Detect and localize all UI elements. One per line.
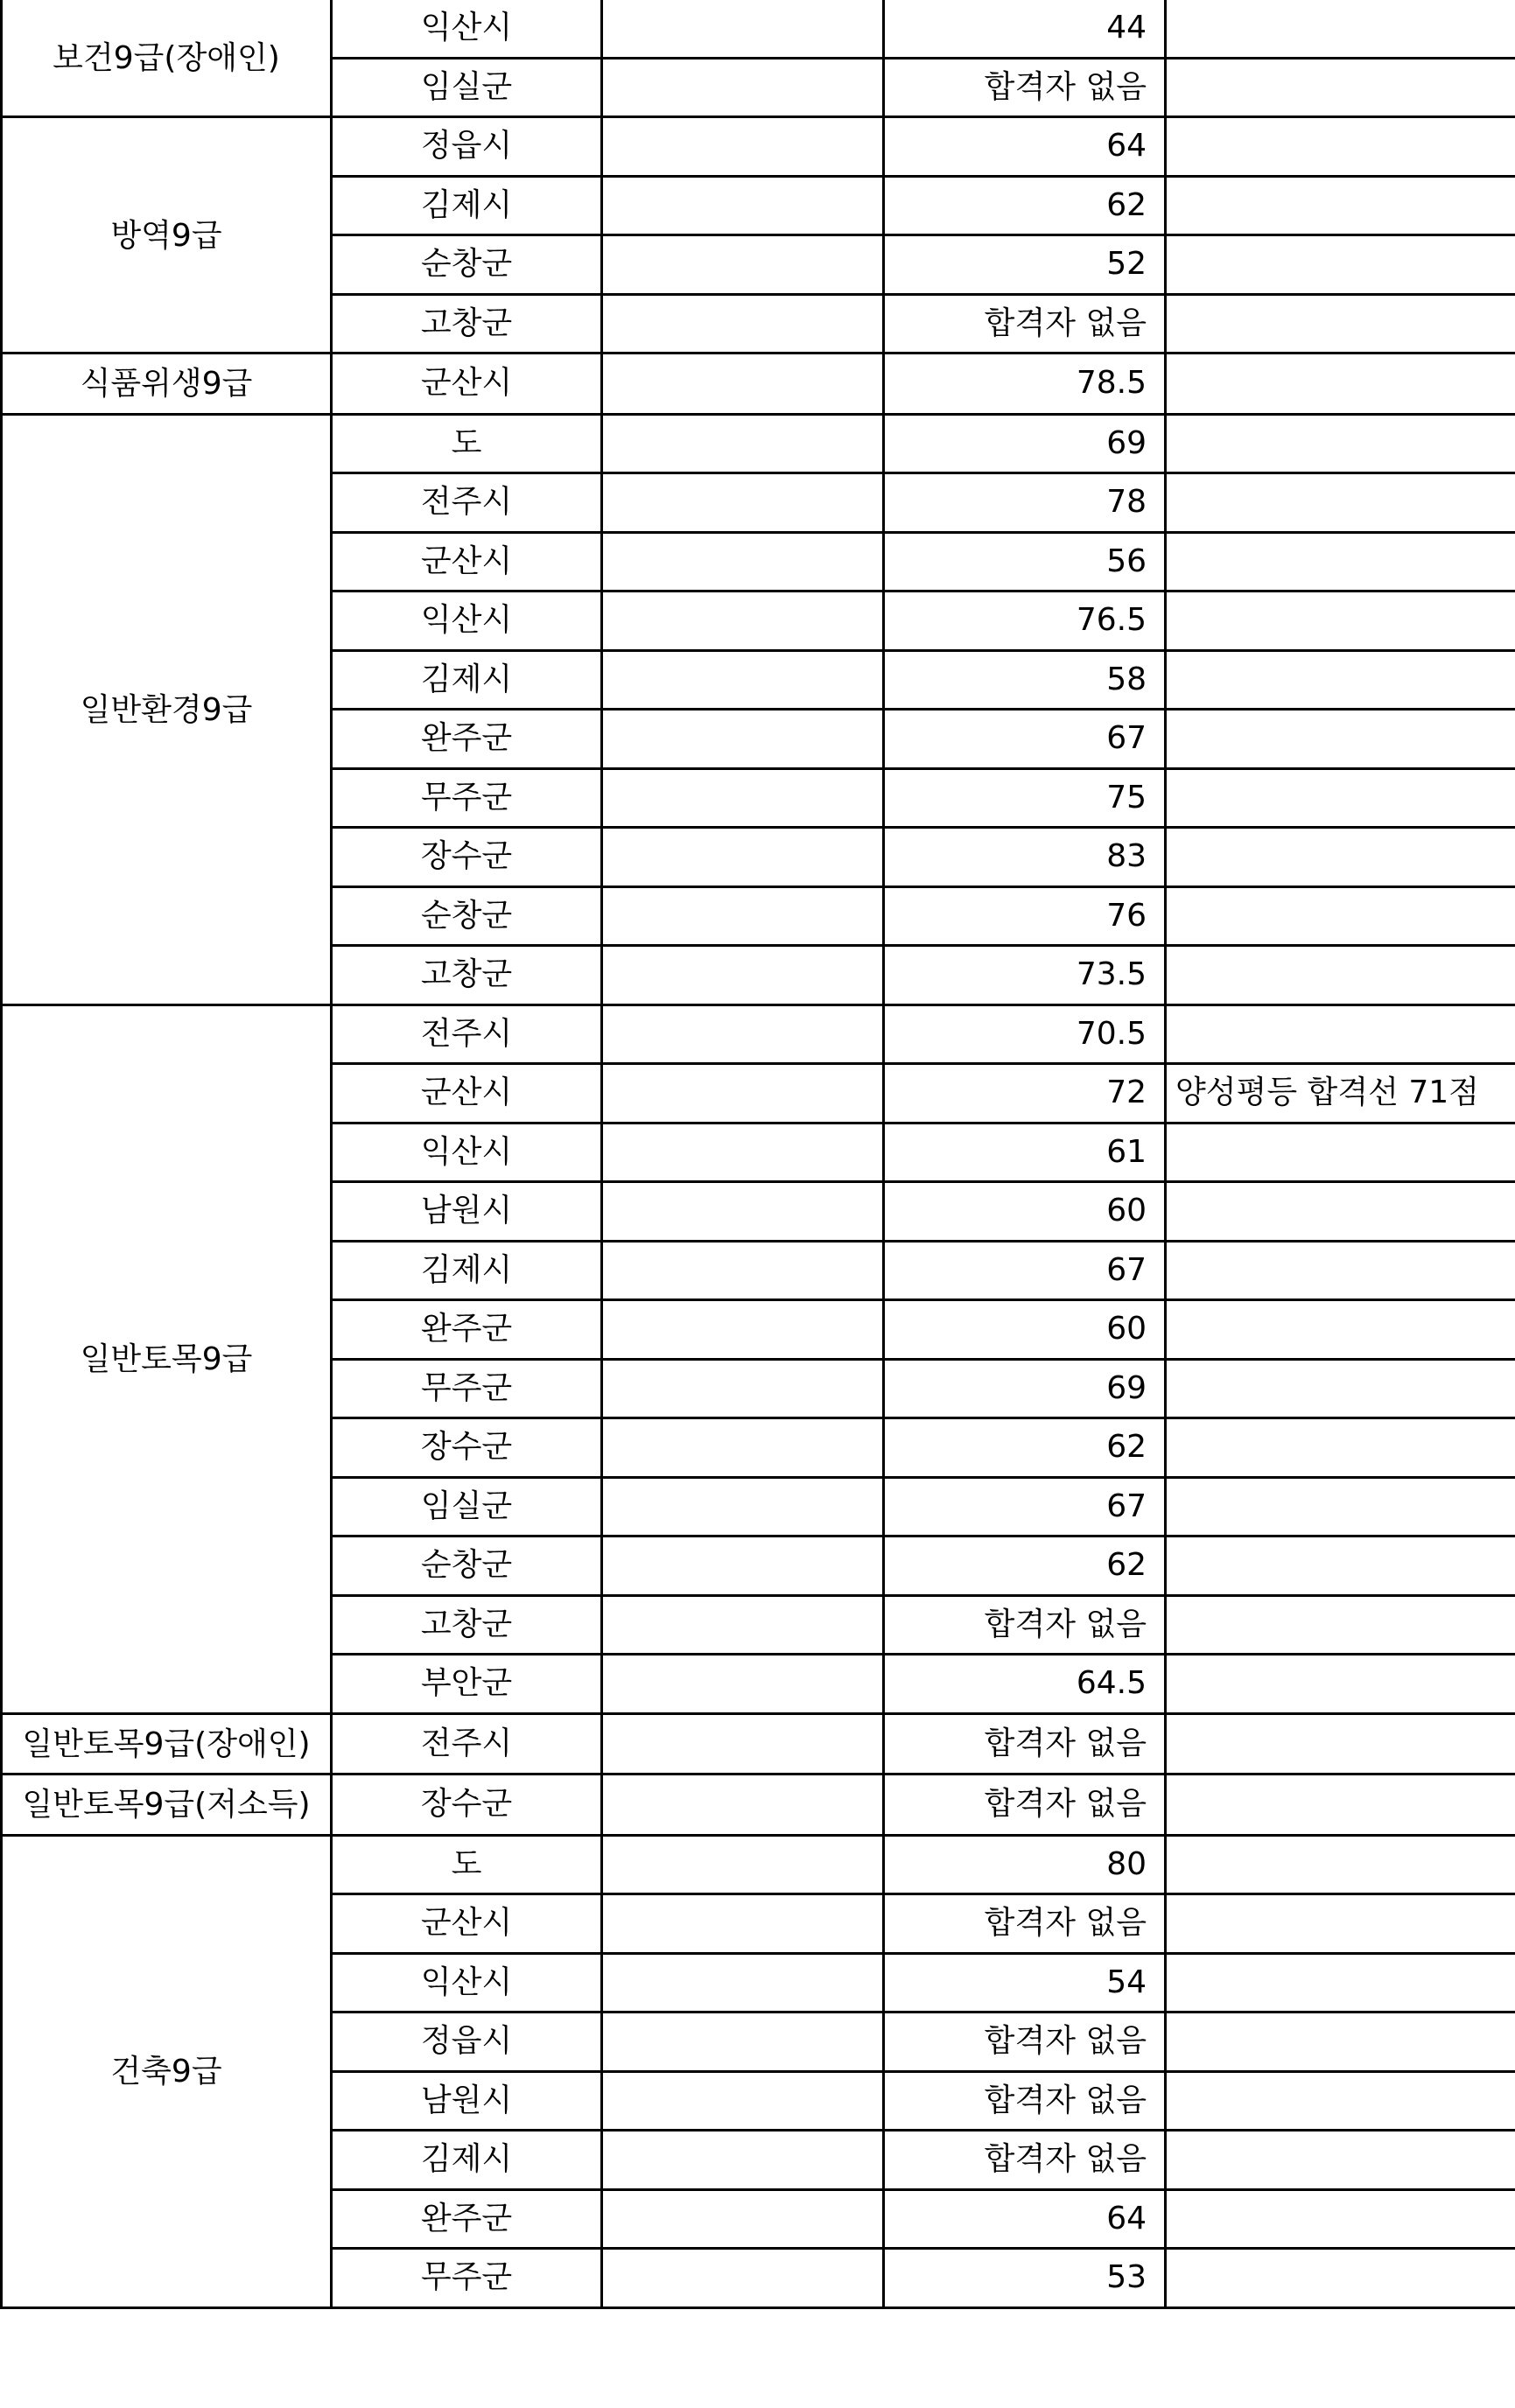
region-cell: 전주시 — [332, 1713, 602, 1774]
empty-cell — [602, 768, 884, 828]
note-cell — [1166, 1004, 1515, 1064]
region-cell: 장수군 — [332, 1774, 602, 1836]
score-cell: 78.5 — [884, 354, 1166, 415]
note-cell — [1166, 1300, 1515, 1360]
region-cell: 익산시 — [332, 1123, 602, 1182]
score-cell: 69 — [884, 414, 1166, 473]
note-cell — [1166, 473, 1515, 533]
note-cell — [1166, 2131, 1515, 2190]
category-cell: 일반토목9급 — [2, 1004, 332, 1713]
score-cell: 62 — [884, 1536, 1166, 1596]
note-cell — [1166, 414, 1515, 473]
score-cell: 73.5 — [884, 946, 1166, 1005]
empty-cell — [602, 592, 884, 651]
empty-cell — [602, 828, 884, 887]
note-cell — [1166, 1894, 1515, 1954]
note-cell — [1166, 1477, 1515, 1536]
empty-cell — [602, 2012, 884, 2072]
region-cell: 순창군 — [332, 235, 602, 295]
score-cell: 76 — [884, 886, 1166, 946]
region-cell: 순창군 — [332, 886, 602, 946]
empty-cell — [602, 1064, 884, 1124]
region-cell: 임실군 — [332, 58, 602, 117]
score-cell: 합격자 없음 — [884, 2071, 1166, 2131]
note-cell — [1166, 532, 1515, 592]
note-cell — [1166, 1536, 1515, 1596]
empty-cell — [602, 1953, 884, 2012]
table-row — [2, 1713, 1515, 1774]
empty-cell — [602, 2071, 884, 2131]
note-cell — [1166, 1241, 1515, 1300]
empty-cell — [602, 1774, 884, 1836]
note-cell — [1166, 1123, 1515, 1182]
score-cell: 54 — [884, 1953, 1166, 2012]
note-cell — [1166, 2189, 1515, 2249]
region-cell: 군산시 — [332, 1064, 602, 1124]
empty-cell — [602, 235, 884, 295]
empty-cell — [602, 473, 884, 533]
region-cell: 김제시 — [332, 650, 602, 710]
score-cell: 75 — [884, 768, 1166, 828]
empty-cell — [602, 414, 884, 473]
score-cell: 합격자 없음 — [884, 1713, 1166, 1774]
note-cell — [1166, 946, 1515, 1005]
category-cell: 식품위생9급 — [2, 354, 332, 415]
empty-cell — [602, 1595, 884, 1655]
score-cell: 53 — [884, 2249, 1166, 2308]
empty-cell — [602, 117, 884, 177]
score-cell: 80 — [884, 1835, 1166, 1894]
score-cell: 76.5 — [884, 592, 1166, 651]
score-cell: 44 — [884, 0, 1166, 58]
region-cell: 완주군 — [332, 1300, 602, 1360]
score-cell: 64.5 — [884, 1655, 1166, 1714]
region-cell: 고창군 — [332, 294, 602, 354]
score-cell: 합격자 없음 — [884, 1595, 1166, 1655]
note-cell — [1166, 0, 1515, 58]
note-cell — [1166, 1774, 1515, 1836]
score-cell: 67 — [884, 1477, 1166, 1536]
score-cell: 합격자 없음 — [884, 2131, 1166, 2190]
score-cell: 합격자 없음 — [884, 2012, 1166, 2072]
empty-cell — [602, 2249, 884, 2308]
empty-cell — [602, 886, 884, 946]
score-cell: 56 — [884, 532, 1166, 592]
region-cell: 고창군 — [332, 1595, 602, 1655]
category-cell: 일반환경9급 — [2, 414, 332, 1004]
category-cell: 보건9급(장애인) — [2, 0, 332, 117]
region-cell: 순창군 — [332, 1536, 602, 1596]
note-cell — [1166, 710, 1515, 769]
empty-cell — [602, 1477, 884, 1536]
note-cell: 양성평등 합격선 71점 — [1166, 1064, 1515, 1124]
region-cell: 익산시 — [332, 592, 602, 651]
note-cell — [1166, 1359, 1515, 1418]
table-row — [2, 1774, 1515, 1836]
empty-cell — [602, 650, 884, 710]
score-cell: 83 — [884, 828, 1166, 887]
score-cell: 60 — [884, 1182, 1166, 1242]
region-cell: 무주군 — [332, 2249, 602, 2308]
score-cell: 67 — [884, 1241, 1166, 1300]
score-cell: 62 — [884, 176, 1166, 235]
region-cell: 군산시 — [332, 354, 602, 415]
score-cell: 78 — [884, 473, 1166, 533]
note-cell — [1166, 828, 1515, 887]
score-cell: 합격자 없음 — [884, 1894, 1166, 1954]
empty-cell — [602, 1004, 884, 1064]
score-cell: 52 — [884, 235, 1166, 295]
score-cell: 58 — [884, 650, 1166, 710]
note-cell — [1166, 1655, 1515, 1714]
category-cell: 일반토목9급(장애인) — [2, 1713, 332, 1774]
empty-cell — [602, 1123, 884, 1182]
region-cell: 김제시 — [332, 176, 602, 235]
note-cell — [1166, 2249, 1515, 2308]
empty-cell — [602, 1418, 884, 1478]
region-cell: 도 — [332, 414, 602, 473]
empty-cell — [602, 176, 884, 235]
region-cell: 고창군 — [332, 946, 602, 1005]
empty-cell — [602, 1359, 884, 1418]
empty-cell — [602, 0, 884, 58]
region-cell: 익산시 — [332, 1953, 602, 2012]
score-cell: 60 — [884, 1300, 1166, 1360]
region-cell: 완주군 — [332, 710, 602, 769]
region-cell: 장수군 — [332, 1418, 602, 1478]
note-cell — [1166, 1953, 1515, 2012]
empty-cell — [602, 2131, 884, 2190]
region-cell: 군산시 — [332, 1894, 602, 1954]
region-cell: 남원시 — [332, 1182, 602, 1242]
note-cell — [1166, 58, 1515, 117]
note-cell — [1166, 886, 1515, 946]
note-cell — [1166, 354, 1515, 415]
empty-cell — [602, 58, 884, 117]
region-cell: 군산시 — [332, 532, 602, 592]
empty-cell — [602, 946, 884, 1005]
note-cell — [1166, 1418, 1515, 1478]
region-cell: 김제시 — [332, 1241, 602, 1300]
category-cell: 건축9급 — [2, 1835, 332, 2307]
note-cell — [1166, 117, 1515, 177]
empty-cell — [602, 1241, 884, 1300]
empty-cell — [602, 2189, 884, 2249]
empty-cell — [602, 354, 884, 415]
note-cell — [1166, 176, 1515, 235]
category-cell: 방역9급 — [2, 117, 332, 354]
score-cell: 62 — [884, 1418, 1166, 1478]
region-cell: 부안군 — [332, 1655, 602, 1714]
table-row — [2, 354, 1515, 415]
note-cell — [1166, 1182, 1515, 1242]
region-cell: 전주시 — [332, 473, 602, 533]
region-cell: 김제시 — [332, 2131, 602, 2190]
table-row — [2, 414, 1515, 473]
score-cell: 합격자 없음 — [884, 58, 1166, 117]
note-cell — [1166, 2071, 1515, 2131]
category-cell: 일반토목9급(저소득) — [2, 1774, 332, 1836]
empty-cell — [602, 1835, 884, 1894]
region-cell: 남원시 — [332, 2071, 602, 2131]
region-cell: 정읍시 — [332, 117, 602, 177]
score-cell: 64 — [884, 117, 1166, 177]
note-cell — [1166, 1595, 1515, 1655]
empty-cell — [602, 1300, 884, 1360]
score-cell: 69 — [884, 1359, 1166, 1418]
empty-cell — [602, 710, 884, 769]
region-cell: 무주군 — [332, 768, 602, 828]
table-row — [2, 1835, 1515, 1894]
empty-cell — [602, 294, 884, 354]
score-cell: 합격자 없음 — [884, 1774, 1166, 1836]
score-cell: 70.5 — [884, 1004, 1166, 1064]
note-cell — [1166, 768, 1515, 828]
table-body — [2, 0, 1515, 2307]
region-cell: 도 — [332, 1835, 602, 1894]
region-cell: 무주군 — [332, 1359, 602, 1418]
region-cell: 완주군 — [332, 2189, 602, 2249]
region-cell: 전주시 — [332, 1004, 602, 1064]
empty-cell — [602, 1894, 884, 1954]
empty-cell — [602, 532, 884, 592]
empty-cell — [602, 1655, 884, 1714]
note-cell — [1166, 1835, 1515, 1894]
table-row — [2, 1004, 1515, 1064]
score-cell: 72 — [884, 1064, 1166, 1124]
region-cell: 익산시 — [332, 0, 602, 58]
region-cell: 정읍시 — [332, 2012, 602, 2072]
score-cell: 합격자 없음 — [884, 294, 1166, 354]
note-cell — [1166, 592, 1515, 651]
region-cell: 장수군 — [332, 828, 602, 887]
note-cell — [1166, 235, 1515, 295]
region-cell: 임실군 — [332, 1477, 602, 1536]
table-row — [2, 117, 1515, 177]
score-cell: 64 — [884, 2189, 1166, 2249]
empty-cell — [602, 1182, 884, 1242]
note-cell — [1166, 294, 1515, 354]
note-cell — [1166, 650, 1515, 710]
score-cell: 61 — [884, 1123, 1166, 1182]
empty-cell — [602, 1536, 884, 1596]
score-cell: 67 — [884, 710, 1166, 769]
note-cell — [1166, 2012, 1515, 2072]
table-row — [2, 0, 1515, 58]
empty-cell — [602, 1713, 884, 1774]
note-cell — [1166, 1713, 1515, 1774]
